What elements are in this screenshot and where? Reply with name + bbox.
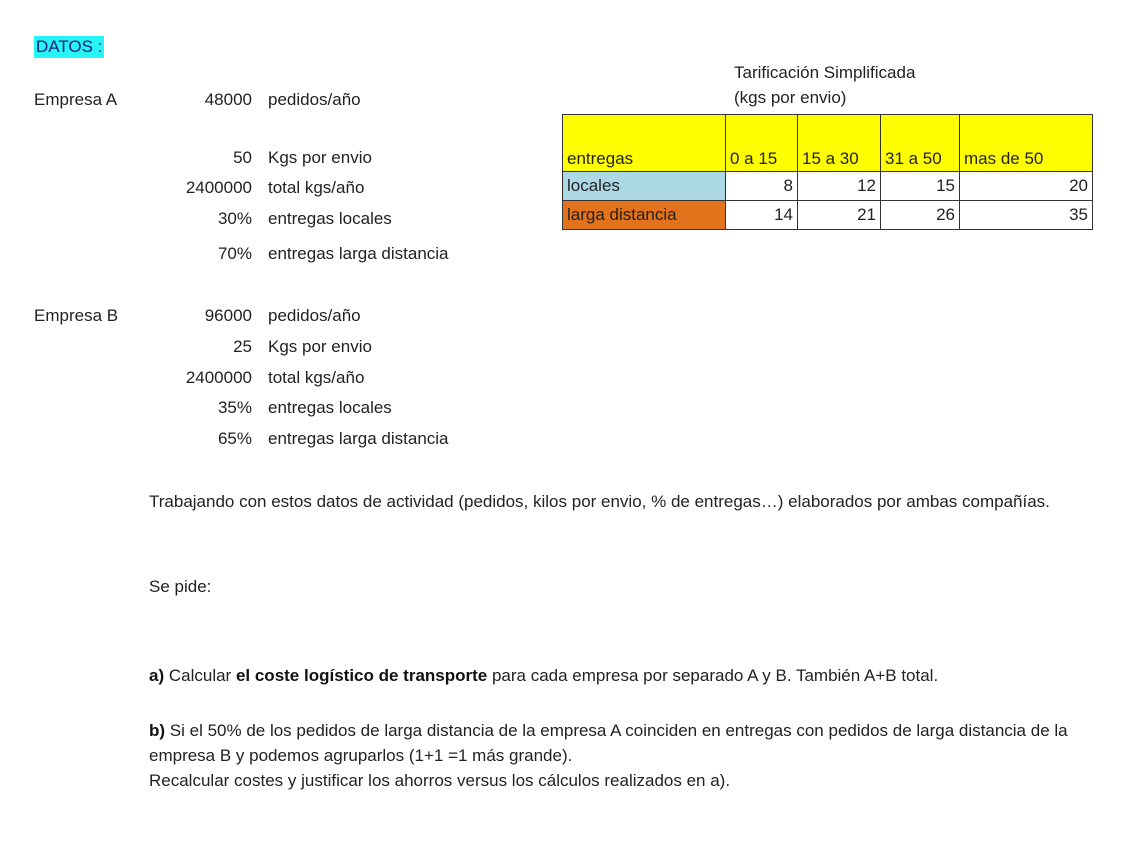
empresa-b-total-value: 2400000 xyxy=(185,368,252,387)
header-entregas: entregas xyxy=(563,115,726,172)
empresa-b-larga-desc: entregas larga distancia xyxy=(268,429,449,448)
question-a-label: a) xyxy=(149,666,165,685)
rate-cell: 8 xyxy=(726,172,798,201)
empresa-a-label: Empresa A xyxy=(34,90,118,109)
header-15-30: 15 a 30 xyxy=(798,115,881,172)
empresa-b-total-desc: total kgs/año xyxy=(268,368,365,387)
empresa-a-locales-desc: entregas locales xyxy=(268,209,392,228)
question-b-text: Si el 50% de los pedidos de larga distancia de la empresa A coinciden en entregas con pedidos de larga distancia de la empresa B y podemos agruparlos (1+1 =1 más grande). xyxy=(149,721,1068,765)
rate-cell: 15 xyxy=(881,172,960,201)
rate-cell: 26 xyxy=(881,201,960,230)
empresa-b-kgs-value: 25 xyxy=(233,337,252,356)
rate-table-header-row xyxy=(563,115,1093,172)
question-b-label: b) xyxy=(149,721,166,740)
empresa-b-locales-desc: entregas locales xyxy=(268,398,392,417)
empresa-a-locales-value: 30% xyxy=(217,209,252,228)
header-mas-50: mas de 50 xyxy=(960,115,1093,172)
empresa-b-label: Empresa B xyxy=(34,306,119,325)
rate-row-label: locales xyxy=(563,172,726,201)
empresa-a-total-value: 2400000 xyxy=(185,178,252,197)
rate-row-label: larga distancia xyxy=(563,201,726,230)
datos-label: DATOS : xyxy=(36,37,103,56)
empresa-a-pedidos-desc: pedidos/año xyxy=(268,90,361,109)
se-pide-label: Se pide: xyxy=(149,577,212,596)
empresa-b-kgs-desc: Kgs por envio xyxy=(268,337,372,356)
question-a-text-1: Calcular xyxy=(168,666,232,685)
rate-cell: 14 xyxy=(726,201,798,230)
question-a xyxy=(149,663,1109,688)
rate-cell: 12 xyxy=(798,172,881,201)
empresa-a-total-desc: total kgs/año xyxy=(268,178,365,197)
empresa-b-locales-value: 35% xyxy=(217,398,252,417)
empresa-a-kgs-value: 50 xyxy=(233,148,252,167)
empresa-b-larga-value: 65% xyxy=(217,429,252,448)
question-a-text-2: para cada empresa por separado A y B. También A+B total. xyxy=(491,666,939,685)
tarifa-title: Tarificación Simplificada xyxy=(734,63,916,82)
question-b xyxy=(149,718,1084,768)
tarifa-subtitle: (kgs por envio) xyxy=(734,88,847,107)
rate-cell: 20 xyxy=(960,172,1093,201)
question-b-line2: Recalcular costes y justificar los ahorros versus los cálculos realizados en a). xyxy=(149,771,731,790)
rate-cell: 35 xyxy=(960,201,1093,230)
question-a-bold: el coste logístico de transporte xyxy=(235,666,488,685)
empresa-b-pedidos-value: 96000 xyxy=(204,306,252,325)
header-31-50: 31 a 50 xyxy=(881,115,960,172)
empresa-a-pedidos-value: 48000 xyxy=(204,90,252,109)
rate-table xyxy=(562,114,1093,230)
rate-row-larga-distancia xyxy=(563,201,1093,230)
rate-cell: 21 xyxy=(798,201,881,230)
empresa-b-pedidos-desc: pedidos/año xyxy=(268,306,361,325)
empresa-a-larga-value: 70% xyxy=(217,244,252,263)
empresa-a-larga-desc: entregas larga distancia xyxy=(268,244,449,263)
intro-paragraph: Trabajando con estos datos de actividad (pedidos, kilos por envio, % de entregas…) elaborados por ambas compañías. xyxy=(149,492,1050,511)
empresa-a-kgs-desc: Kgs por envio xyxy=(268,148,372,167)
header-0-15: 0 a 15 xyxy=(726,115,798,172)
rate-row-locales xyxy=(563,172,1093,201)
